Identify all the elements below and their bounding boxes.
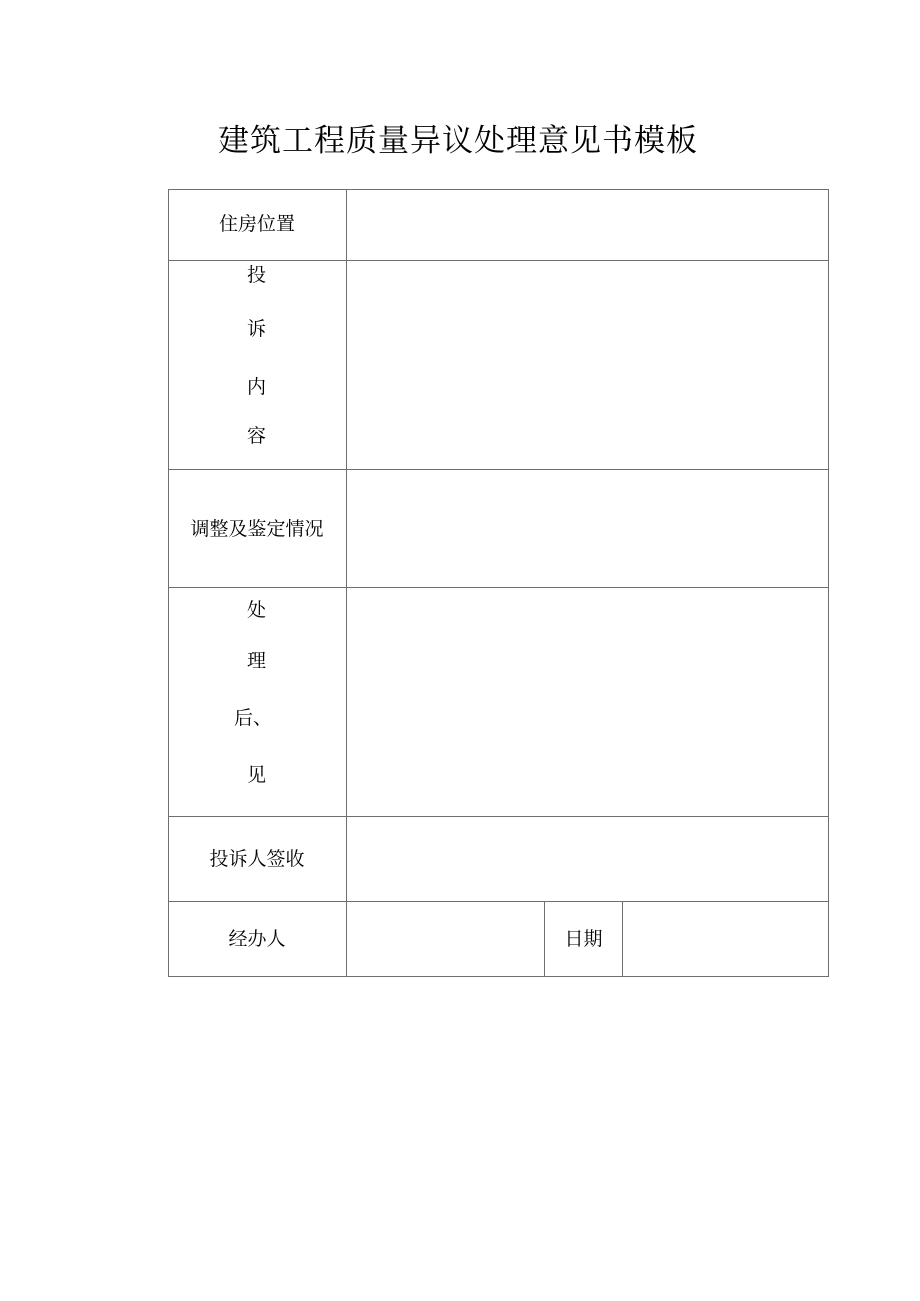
adjustment-label: 调整及鉴定情况 — [190, 518, 324, 540]
complaint-label-char: 内 — [247, 376, 267, 398]
date-label: 日期 — [564, 928, 603, 950]
complaint-label-char: 诉 — [247, 318, 267, 340]
signature-label: 投诉人签收 — [209, 848, 305, 870]
signature-field[interactable] — [347, 817, 828, 901]
handler-label: 经办人 — [228, 928, 286, 950]
opinion-label-char: 后、 — [234, 707, 273, 729]
complaint-form-table — [168, 189, 828, 977]
handler-field[interactable] — [347, 902, 544, 976]
adjustment-field[interactable] — [347, 470, 828, 587]
location-field[interactable] — [347, 190, 828, 260]
document-title: 建筑工程质量异议处理意见书模板 — [218, 123, 698, 159]
table-border-bottom — [168, 976, 829, 977]
complaint-content-field[interactable] — [347, 261, 828, 469]
opinion-label-char: 见 — [247, 764, 267, 786]
complaint-label-char: 容 — [247, 425, 267, 447]
opinion-field[interactable] — [347, 588, 828, 816]
location-label: 住房位置 — [218, 213, 295, 235]
opinion-label-char: 理 — [247, 650, 267, 672]
opinion-label-char: 处 — [247, 599, 267, 621]
table-border-right — [828, 189, 829, 977]
complaint-label-char: 投 — [247, 264, 267, 286]
date-field[interactable] — [623, 902, 828, 976]
